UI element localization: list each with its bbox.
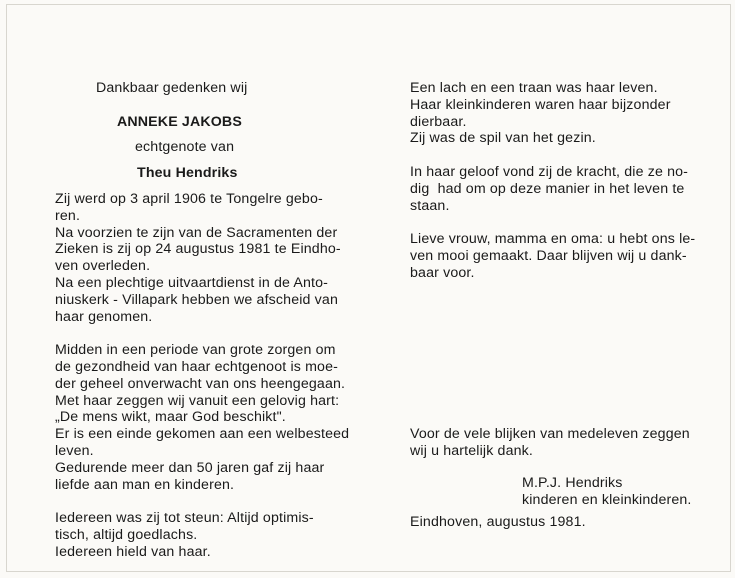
text-line: Zij werd op 3 april 1906 te Tongelre gebo-	[55, 190, 323, 207]
text-line: wij u hartelijk dank.	[410, 442, 534, 459]
paragraph-support	[55, 510, 387, 560]
text-line: Na een plechtige uitvaartdienst in de Anto-	[55, 274, 329, 291]
text-line: Zij was de spil van het gezin.	[410, 130, 596, 147]
paragraph-faith	[410, 164, 715, 214]
signature-block	[522, 475, 692, 509]
text-line: Na voorzien te zijn van de Sacramenten der	[55, 224, 338, 241]
paragraph-farewell	[410, 231, 715, 281]
signature-family: kinderen en kleinkinderen.	[522, 491, 692, 508]
signature-name: M.P.J. Hendriks	[522, 475, 623, 491]
text-line: Er is een einde gekomen aan een welbesteed	[55, 426, 350, 443]
spouse-name: Theu Hendriks	[137, 165, 238, 182]
text-line: ven mooi gemaakt. Daar blijven wij u dank-	[410, 247, 687, 264]
text-line: Een lach en een traan was haar leven.	[410, 80, 658, 96]
text-line: „De mens wikt, maar God beschikt".	[55, 409, 286, 426]
text-line: In haar geloof vond zij de kracht, die ze no-	[410, 163, 689, 180]
right-column	[410, 80, 715, 530]
text-line: de gezondheid van haar echtgenoot is moe-	[55, 358, 338, 375]
text-line: Haar kleinkinderen waren haar bijzonder	[410, 96, 671, 113]
text-line: Iedereen was zij tot steun: Altijd optimis-	[55, 510, 314, 527]
text-line: Midden in een periode van grote zorgen om	[55, 342, 336, 359]
text-line: haar genomen.	[55, 308, 153, 325]
text-line: Met haar zeggen wij vanuit een gelovig hart:	[55, 392, 340, 409]
intro-text: Dankbaar gedenken wij	[96, 80, 248, 96]
text-line: dig had om op deze manier in het leven te	[410, 180, 685, 197]
text-line: dierbaar.	[410, 113, 467, 130]
text-line: Zieken is zij op 24 augustus 1981 te Eindho-	[55, 241, 341, 258]
deceased-name: ANNEKE JAKOBS	[117, 113, 242, 130]
text-line: liefde aan man en kinderen.	[55, 476, 235, 493]
text-line: Voor de vele blijken van medeleven zeggen	[410, 426, 690, 442]
paragraph-circumstances	[55, 342, 387, 493]
text-line: staan.	[410, 197, 450, 214]
relation-text: echtgenote van	[135, 139, 235, 156]
text-line: der geheel onverwacht van ons heengegaan.	[55, 375, 346, 392]
text-line: baar voor.	[410, 264, 475, 281]
text-line: Gedurende meer dan 50 jaren gaf zij haar	[55, 459, 325, 476]
text-line: ren.	[55, 207, 81, 224]
text-line: ven overleden.	[55, 258, 151, 275]
place-date: Eindhoven, augustus 1981.	[410, 514, 586, 530]
text-line: tisch, altijd goedlachs.	[55, 526, 198, 543]
left-column	[55, 80, 387, 561]
text-line: niuskerk - Villapark hebben we afscheid van	[55, 291, 339, 308]
text-line: leven.	[55, 442, 94, 459]
text-line: Iedereen hield van haar.	[55, 543, 211, 560]
paragraph-life	[55, 191, 387, 325]
text-line: Lieve vrouw, mamma en oma: u hebt ons le-	[410, 231, 696, 248]
paragraph-laugh	[410, 80, 715, 147]
thanks-block	[410, 426, 690, 460]
